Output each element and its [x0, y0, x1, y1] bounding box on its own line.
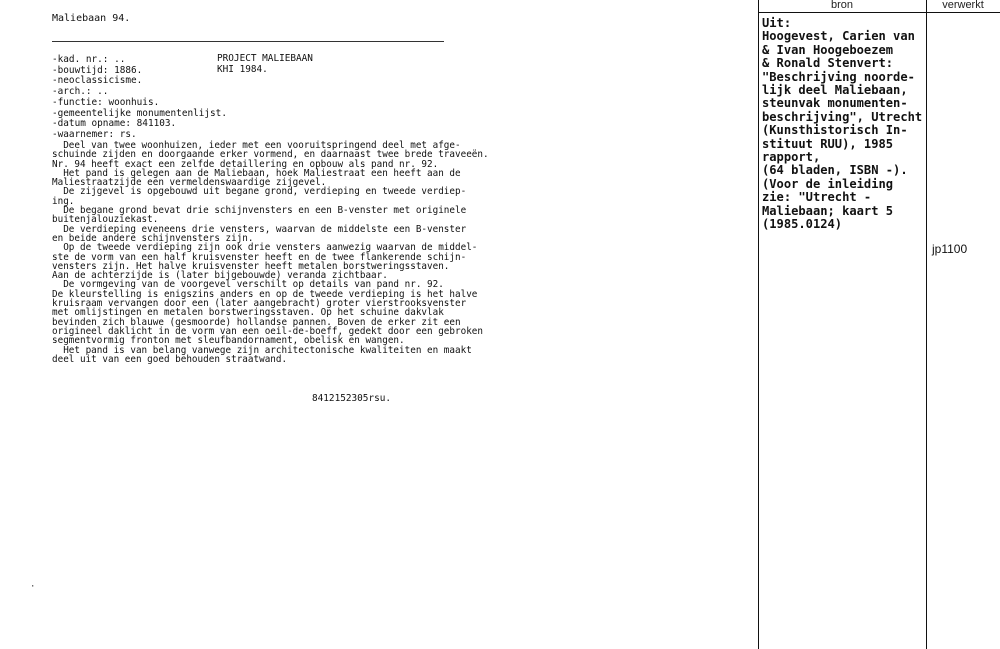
meta-line: -neoclassicisme. [52, 75, 143, 87]
citation-line: (Kunsthistorisch In- [762, 123, 908, 138]
project-line: PROJECT MALIEBAAN [217, 53, 313, 64]
meta-line: -gemeentelijke monumentenlijst. [52, 107, 227, 119]
source-citation [762, 17, 924, 232]
citation-line: rapport, [762, 150, 821, 165]
citation-line: & Ivan Hoogeboezem [762, 42, 894, 57]
citation-line: beschrijving", Utrecht [762, 109, 923, 124]
description-line: met omlijstingen en metalen borstweringsstaven. Op het schuine dakvlak [52, 307, 444, 319]
verwerkt-value: jp1100 [932, 242, 968, 256]
description-line: schuinde zijden en doorgaande erker vormend, en daarnaast twee brede traveeën. [52, 149, 489, 161]
description-line: Het pand is gelegen aan de Maliebaan, hoek Maliestraat een heeft aan de [52, 167, 461, 179]
description-line: De vormgeving van de voorgevel verschilt op details van pand nr. 92. [52, 279, 444, 291]
description-line: segmentvormig fronton met sleufbandornament, obelisk en wangen. [52, 335, 405, 347]
description-line: origineel daklicht in de vorm van een oeil-de-boeff, gedekt door een gebroken [52, 325, 483, 337]
page-header: Maliebaan 94. [52, 13, 131, 24]
description-line: Nr. 94 heeft exact een zelfde detaillering en opbouw als pand nr. 92. [52, 158, 439, 170]
description-line: Op de tweede verdieping zijn ook drie vensters aanwezig waarvan de middel- [52, 242, 478, 254]
document-signature: 8412152305rsu. [312, 393, 392, 404]
meta-line: -kad. nr.: .. [52, 54, 126, 65]
description-line: bevinden zich blauwe (gesmoorde) hollandse pannen. Boven de erker zit een [52, 316, 461, 328]
description-line: kruisraam vervangen door een (later aangebracht) groter vierstrooksvenster [52, 298, 467, 310]
column-divider-left [758, 0, 759, 649]
description-line: De verdieping eveneens drie vensters, waarvan de middelste een B-venster [52, 223, 467, 235]
meta-line: -datum opname: 841103. [52, 118, 177, 130]
description-line: Het pand is van belang vanwege zijn architectonische kwaliteiten en maakt [52, 344, 472, 356]
header-rule [52, 41, 444, 42]
citation-line: "Beschrijving noorde- [762, 69, 915, 84]
description-line: De kleurstelling is enigszins anders en op de tweede verdieping is het halve [52, 288, 478, 300]
citation-line: Maliebaan; kaart 5 [762, 203, 894, 218]
column-header-bron: bron [830, 0, 854, 11]
description-line: en beide andere schijnvensters zijn. [52, 232, 254, 244]
citation-line: lijk deel Maliebaan, [762, 83, 908, 98]
citation-line: stituut RUU), 1985 [762, 136, 894, 151]
citation-line: Hoogevest, Carien van [762, 29, 915, 44]
meta-line: -bouwtijd: 1886. [52, 64, 143, 76]
description-text [52, 140, 489, 365]
description-line: ing. [52, 195, 75, 207]
description-line: Maliestraatzijde een vermeldenswaardige zijgevel. [52, 177, 327, 189]
meta-line: -waarnemer: rs. [52, 128, 137, 140]
meta-line: -arch.: .. [52, 86, 109, 98]
metadata-block [52, 55, 227, 141]
description-line: buitenjalouziekast. [52, 214, 159, 226]
description-line: Deel van twee woonhuizen, ieder met een vooruitspringend deel met afge- [52, 140, 461, 151]
description-line: ste de vorm van een half kruisvenster heeft en de twee flankerende schijn- [52, 251, 467, 263]
description-line: deel uit van een goed behouden straatwand. [52, 353, 288, 365]
citation-line: (1985.0124) [762, 217, 843, 232]
column-divider-middle [926, 0, 927, 649]
description-line: De zijgevel is opgebouwd uit begane grond, verdieping en tweede verdiep- [52, 186, 467, 198]
citation-line: zie: "Utrecht - [762, 190, 872, 205]
stray-mark: · [30, 582, 36, 592]
meta-line: -functie: woonhuis. [52, 96, 160, 108]
description-line: Aan de achterzijde is (later bijgebouwde) veranda zichtbaar. [52, 270, 388, 282]
project-block [217, 54, 313, 75]
description-line: vensters zijn. Het halve kruisvenster heeft metalen borstweringsstaven. [52, 260, 450, 272]
citation-line: (Voor de inleiding [762, 176, 894, 191]
citation-line: steunvak monumenten- [762, 96, 908, 111]
citation-line: & Ronald Stenvert: [762, 56, 894, 71]
citation-line: Uit: [762, 16, 792, 30]
project-line: KHI 1984. [217, 63, 268, 75]
citation-line: (64 bladen, ISBN -). [762, 163, 908, 178]
column-header-rule [758, 12, 1000, 13]
column-header-verwerkt: verwerkt [942, 0, 984, 11]
description-line: De begane grond bevat drie schijnvensters en een B-venster met originele [52, 205, 467, 217]
